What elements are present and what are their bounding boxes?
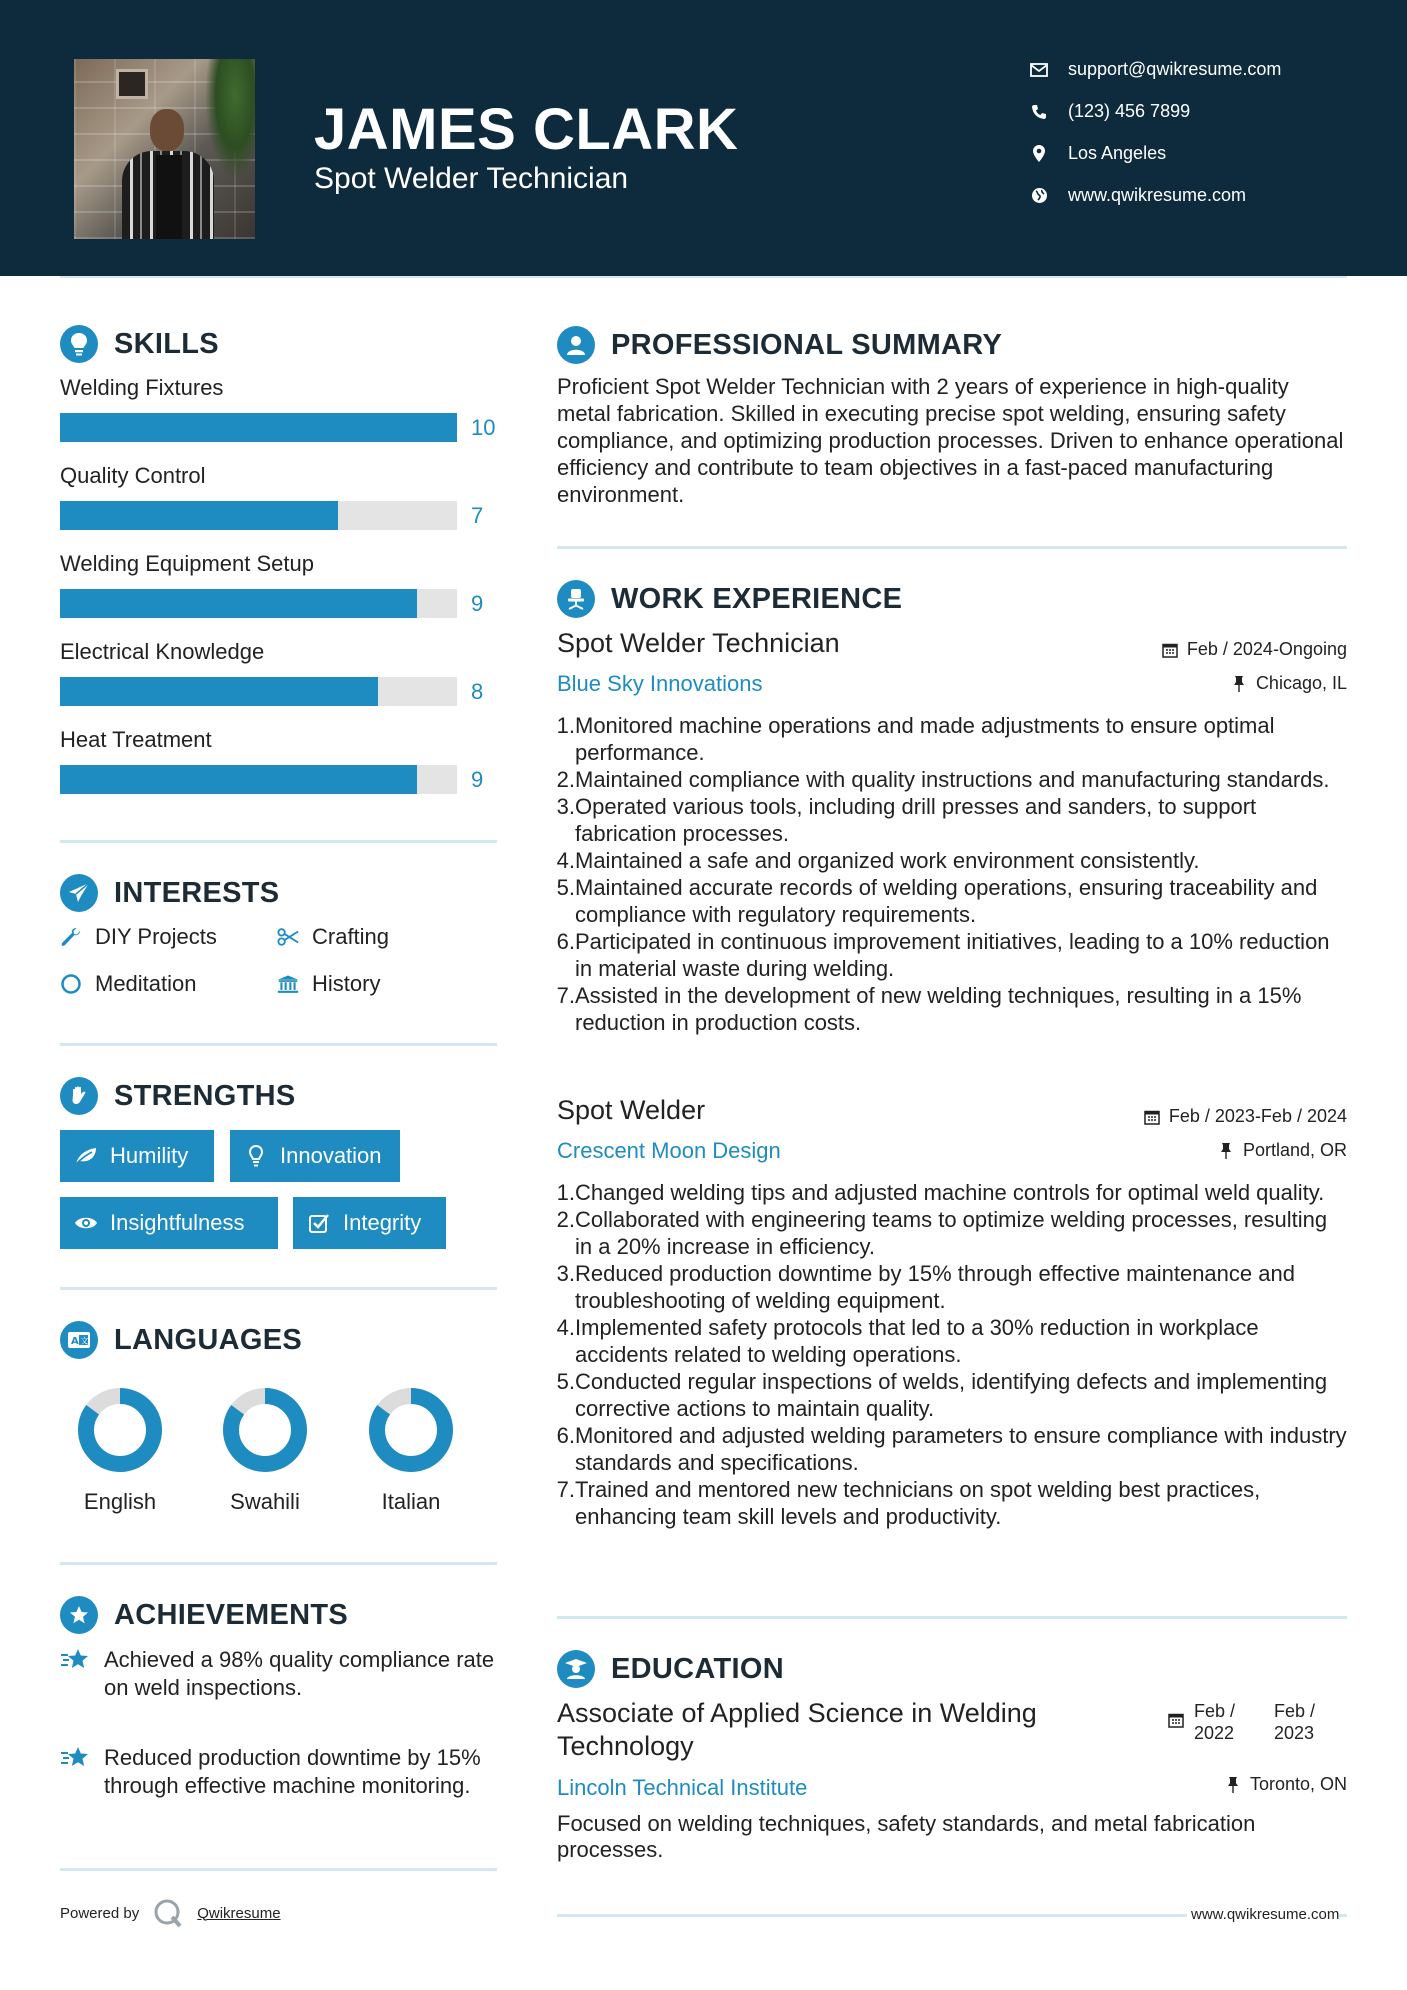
bank-icon: [277, 973, 299, 995]
paper-plane-icon: [60, 874, 98, 912]
calendar-icon: [1168, 1712, 1186, 1730]
language-name: Italian: [381, 1489, 441, 1514]
calendar-icon: [1143, 1108, 1161, 1126]
header-divider: [60, 276, 1347, 278]
education-date: [1168, 1700, 1334, 1744]
list-item: 2. Maintained compliance with quality instructions and manufacturing standards.: [556, 767, 1330, 792]
job-date: Feb / 2023-Feb / 2024: [1143, 1106, 1347, 1127]
skill-level: 9: [471, 591, 484, 616]
section-divider: [60, 840, 497, 843]
wrench-icon: [60, 926, 82, 948]
list-item: 1. Monitored machine operations and made adjustments to ensure optimal performance.: [556, 713, 1275, 765]
skill-label: Welding Fixtures: [60, 375, 224, 400]
list-item: 4. Maintained a safe and organized work environment consistently.: [556, 848, 1200, 873]
achievement-item: Achieved a 98% quality compliance rate on weld inspections.: [60, 1646, 500, 1702]
contact-location: Los Angeles: [1030, 143, 1166, 164]
candidate-name: JAMES CLARK: [314, 97, 739, 162]
check-square-icon: [307, 1211, 331, 1235]
strengths-heading: STRENGTHS: [60, 1077, 296, 1115]
list-item: 5. Conducted regular inspections of welds, identifying defects and implementing corrective actions to maintain quality.: [556, 1369, 1328, 1421]
list-item: 7. Trained and mentored new technicians on spot welding best practices, enhancing team skill levels and productivity.: [556, 1477, 1261, 1529]
svg-text:A: A: [71, 1336, 79, 1347]
qwikresume-logo-icon: [153, 1898, 183, 1928]
svg-text:文: 文: [80, 1336, 89, 1346]
resume-header: [0, 0, 1407, 276]
pushpin-icon: [1230, 675, 1248, 693]
education-heading: EDUCATION: [557, 1650, 784, 1688]
languages-heading: A 文 LANGUAGES: [60, 1321, 302, 1359]
skill-level: 7: [471, 503, 484, 528]
section-divider: [60, 1868, 497, 1871]
star-icon: [60, 1646, 92, 1674]
skill-label: Quality Control: [60, 463, 206, 488]
job-title: Spot Welder: [557, 1095, 706, 1125]
skill-label: Welding Equipment Setup: [60, 551, 314, 576]
envelope-icon: [1030, 61, 1048, 79]
interest-item: Crafting: [277, 924, 389, 950]
section-divider: [60, 1562, 497, 1565]
skill-level: 9: [471, 767, 484, 792]
skill-bar: [60, 589, 457, 618]
lightbulb-icon: [60, 325, 98, 363]
contact-phone[interactable]: (123) 456 7899: [1030, 101, 1190, 122]
skill-bar: [60, 413, 457, 442]
map-pin-icon: [1030, 145, 1048, 163]
graduate-icon: [557, 1650, 595, 1688]
interests-heading: INTERESTS: [60, 874, 279, 912]
scissors-icon: [277, 926, 299, 948]
skill-level: 8: [471, 679, 484, 704]
candidate-title: Spot Welder Technician: [314, 162, 629, 195]
achievements-heading: ACHIEVEMENTS: [60, 1596, 348, 1634]
language-ring: [221, 1386, 309, 1474]
language-icon: [60, 1321, 98, 1359]
job-bullets: [550, 712, 1350, 1036]
circle-icon: [60, 973, 82, 995]
interest-item: DIY Projects: [60, 924, 217, 950]
interest-item: History: [277, 971, 380, 997]
calendar-icon: [1161, 641, 1179, 659]
list-item: 3. Reduced production downtime by 15% through effective maintenance and troubleshooting of welding equipment.: [556, 1261, 1295, 1313]
office-chair-icon: [557, 580, 595, 618]
language-ring: [367, 1386, 455, 1474]
skill-bar-fill: [60, 765, 417, 794]
summary-heading: PROFESSIONAL SUMMARY: [557, 326, 1002, 364]
powered-by: Powered by Qwikresume: [60, 1898, 281, 1928]
list-item: 2. Collaborated with engineering teams to optimize welding processes, resulting in a 20% increase in efficiency.: [556, 1207, 1328, 1259]
language-name: Swahili: [230, 1489, 300, 1514]
education-location: Toronto, ON: [1224, 1774, 1347, 1795]
list-item: 1. Changed welding tips and adjusted machine controls for optimal weld quality.: [556, 1180, 1325, 1205]
achievement-item: Reduced production downtime by 15% through effective machine monitoring.: [60, 1744, 500, 1800]
degree-title: Associate of Applied Science in Welding Technology: [557, 1698, 1037, 1761]
skill-bar: [60, 765, 457, 794]
skills-heading: SKILLS: [60, 325, 219, 363]
phone-icon: [1030, 103, 1048, 121]
list-item: 3. Operated various tools, including drill presses and sanders, to support fabrication processes.: [556, 794, 1257, 846]
list-item: 6. Participated in continuous improvement initiatives, leading to a 10% reduction in material waste during welding.: [556, 929, 1330, 981]
summary-text: Proficient Spot Welder Technician with 2 years of experience in high-quality metal fabrication. Skilled in executing precise spot welding, ensuring safety compliance, and optimizing production processes. Driven to enhance operational efficiency and contribute to team objectives in a fast-paced manufacturing environment.: [557, 374, 1344, 507]
skill-bar-fill: [60, 677, 378, 706]
strength-badge: Humility: [60, 1130, 214, 1182]
experience-heading: WORK EXPERIENCE: [557, 580, 902, 618]
qwikresume-link[interactable]: Qwikresume: [197, 1904, 281, 1922]
skill-level: 10: [471, 415, 496, 440]
strength-badge: Insightfulness: [60, 1197, 278, 1249]
job-location: Chicago, IL: [1230, 673, 1347, 694]
language-ring: [76, 1386, 164, 1474]
contact-website[interactable]: www.qwikresume.com: [1030, 185, 1246, 206]
job-title: Spot Welder Technician: [557, 628, 840, 658]
skill-bar-fill: [60, 501, 338, 530]
list-item: 6. Monitored and adjusted welding parameters to ensure compliance with industry standards and specifications.: [556, 1423, 1347, 1475]
list-item: 5. Maintained accurate records of welding operations, ensuring traceability and compliance with regulatory requirements.: [556, 875, 1318, 927]
job-location: Portland, OR: [1217, 1140, 1347, 1161]
skill-bar-fill: [60, 413, 457, 442]
education-start-date: Feb / 2022: [1194, 1701, 1236, 1743]
contact-email[interactable]: support@qwikresume.com: [1030, 59, 1281, 80]
lightbulb-icon: [244, 1144, 268, 1168]
star-badge-icon: [60, 1596, 98, 1634]
section-divider: [557, 546, 1347, 549]
footer-url[interactable]: www.qwikresume.com: [1187, 1906, 1339, 1923]
globe-icon: [1030, 187, 1048, 205]
user-icon: [557, 326, 595, 364]
profile-photo: [74, 59, 255, 239]
hand-icon: [60, 1077, 98, 1115]
pushpin-icon: [1217, 1142, 1235, 1160]
section-divider: [60, 1287, 497, 1290]
pushpin-icon: [1224, 1776, 1242, 1794]
company-name: Blue Sky Innovations: [557, 671, 763, 696]
skill-bar-fill: [60, 589, 417, 618]
school-name: Lincoln Technical Institute: [557, 1775, 808, 1800]
skill-label: Electrical Knowledge: [60, 639, 265, 664]
eye-icon: [74, 1211, 98, 1235]
leaf-icon: [74, 1144, 98, 1168]
list-item: 4. Implemented safety protocols that led to a 30% reduction in workplace accidents related to welding operations.: [556, 1315, 1259, 1367]
skill-bar: [60, 677, 457, 706]
job-date: Feb / 2024-Ongoing: [1161, 639, 1347, 660]
list-item: 7. Assisted in the development of new welding techniques, resulting in a 15% reduction in production costs.: [556, 983, 1302, 1035]
education-description: Focused on welding techniques, safety standards, and metal fabrication processes.: [557, 1811, 1256, 1862]
strength-badge: Integrity: [293, 1197, 446, 1249]
language-name: English: [83, 1489, 157, 1514]
star-icon: [60, 1744, 92, 1772]
skill-label: Heat Treatment: [60, 727, 212, 752]
job-bullets: [550, 1179, 1350, 1530]
strength-badge: Innovation: [230, 1130, 400, 1182]
education-end-date: Feb / 2023: [1274, 1701, 1316, 1743]
skill-bar: [60, 501, 457, 530]
interest-item: Meditation: [60, 971, 197, 997]
section-divider: [60, 1043, 497, 1046]
section-divider: [557, 1616, 1347, 1619]
company-name: Crescent Moon Design: [557, 1138, 781, 1163]
